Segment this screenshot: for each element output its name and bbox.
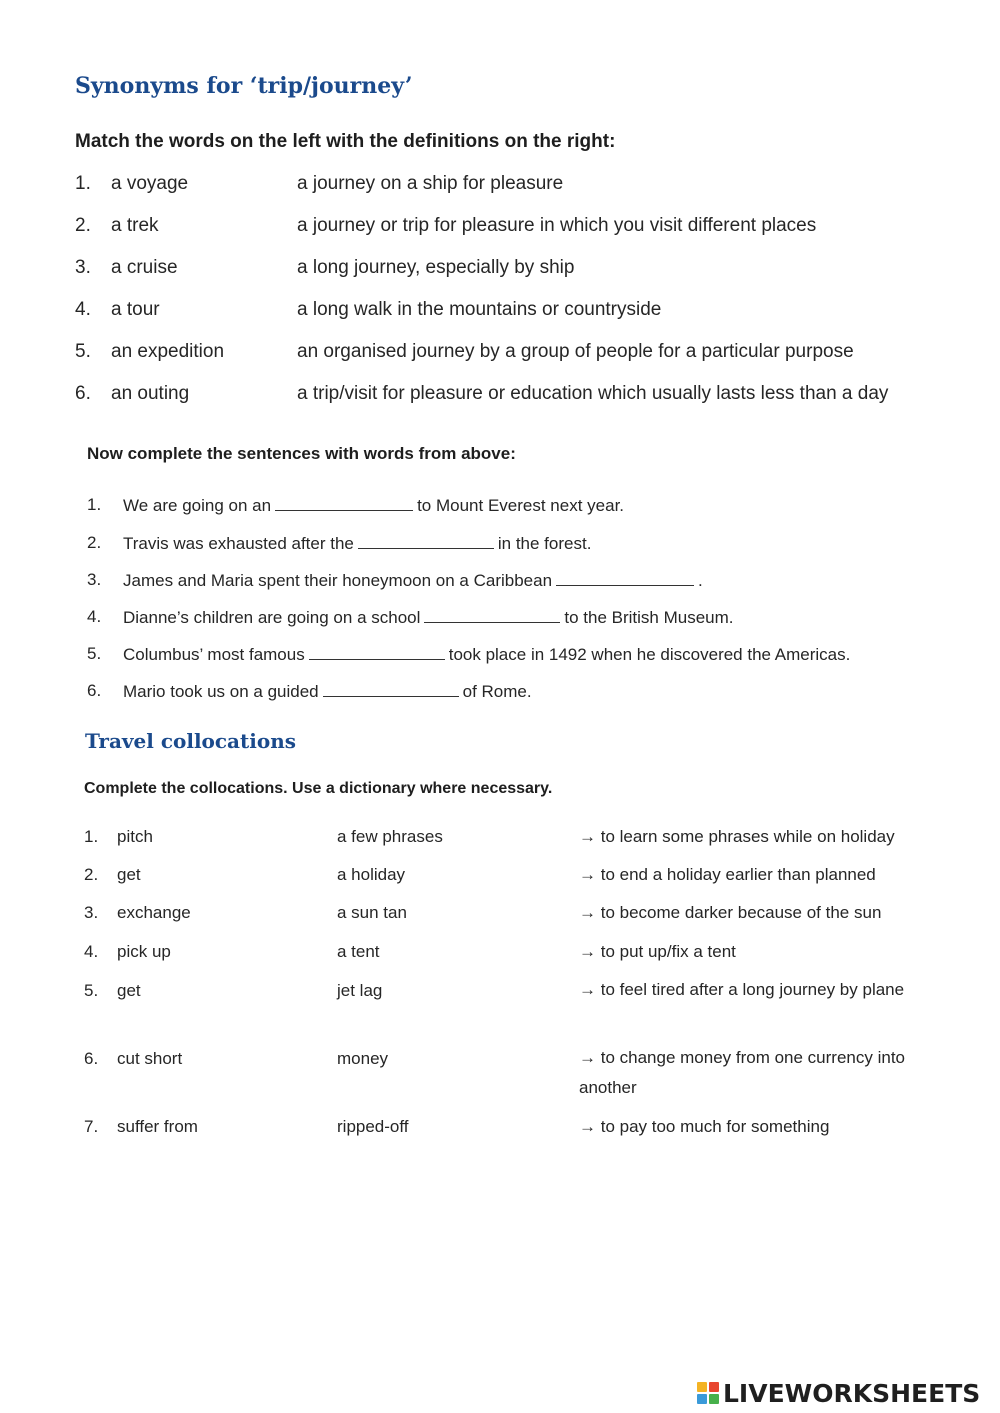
synonym-definition: a long journey, especially by ship bbox=[297, 257, 575, 278]
item-number: 1. bbox=[87, 495, 102, 514]
sentence-after: . bbox=[698, 571, 703, 590]
logo-text: LIVEWORKSHEETS bbox=[723, 1379, 981, 1408]
sentence-before: James and Maria spent their honeymoon on a Caribbean bbox=[123, 571, 553, 590]
item-number: 6. bbox=[87, 681, 102, 700]
synonym-definition: a trip/visit for pleasure or education which usually lasts less than a day bbox=[297, 383, 889, 404]
item-number: 4. bbox=[87, 607, 102, 626]
collocation-definition: → to put up/fix a tent bbox=[579, 942, 736, 961]
item-number: 6. bbox=[75, 383, 91, 404]
collocation-verb: pick up bbox=[117, 942, 171, 961]
item-number: 4. bbox=[75, 299, 91, 320]
sentence-before: Columbus’ most famous bbox=[123, 645, 305, 664]
synonym-word: a voyage bbox=[111, 173, 189, 194]
collocation-verb: pitch bbox=[117, 827, 153, 846]
sentence-text bbox=[123, 571, 703, 589]
section1-title: Synonyms for ‘trip/journey’ bbox=[75, 73, 413, 99]
synonym-definition: a journey on a ship for pleasure bbox=[297, 173, 564, 194]
collocation-definition: → to end a holiday earlier than planned bbox=[579, 865, 876, 884]
item-number: 1. bbox=[84, 827, 99, 846]
synonym-word: an expedition bbox=[111, 341, 225, 362]
section1-instruction: Match the words on the left with the definitions on the right: bbox=[75, 131, 616, 152]
sentence-text bbox=[123, 608, 734, 626]
item-number: 2. bbox=[75, 215, 91, 236]
section3-title: Travel collocations bbox=[85, 729, 296, 753]
sentence-after: to Mount Everest next year. bbox=[417, 496, 625, 515]
synonym-definition: a long walk in the mountains or countryside bbox=[297, 299, 662, 320]
collocation-verb: suffer from bbox=[117, 1117, 198, 1136]
collocation-definition: → to change money from one currency into another bbox=[579, 1048, 905, 1097]
answer-blank[interactable] bbox=[309, 645, 445, 660]
synonym-definition: an organised journey by a group of people for a particular purpose bbox=[297, 341, 854, 362]
collocation-noun: a sun tan bbox=[337, 903, 407, 922]
sentence-after: in the forest. bbox=[497, 534, 592, 553]
collocation-definition: → to feel tired after a long journey by plane bbox=[579, 980, 905, 999]
collocation-noun: a holiday bbox=[337, 865, 406, 884]
synonym-word: an outing bbox=[111, 383, 190, 404]
item-number: 3. bbox=[87, 570, 102, 589]
answer-blank[interactable] bbox=[424, 608, 560, 623]
collocation-noun: money bbox=[337, 1049, 389, 1068]
sentence-before: We are going on an bbox=[123, 496, 272, 515]
collocation-noun: a tent bbox=[337, 942, 380, 961]
synonym-word: a trek bbox=[111, 215, 159, 236]
collocation-definition: → to become darker because of the sun bbox=[579, 903, 882, 922]
answer-blank[interactable] bbox=[275, 496, 413, 511]
synonym-definition: a journey or trip for pleasure in which you visit different places bbox=[297, 215, 817, 236]
item-number: 5. bbox=[84, 981, 99, 1000]
answer-blank[interactable] bbox=[358, 534, 494, 549]
answer-blank[interactable] bbox=[556, 571, 694, 586]
item-number: 1. bbox=[75, 173, 91, 194]
item-number: 7. bbox=[84, 1117, 99, 1136]
item-number: 5. bbox=[75, 341, 91, 362]
liveworksheets-logo-icon bbox=[697, 1382, 719, 1404]
sentence-text bbox=[123, 682, 532, 700]
collocation-definition: → to learn some phrases while on holiday bbox=[579, 827, 895, 846]
sentence-before: Travis was exhausted after the bbox=[123, 534, 354, 553]
sentence-after: took place in 1492 when he discovered the Americas. bbox=[448, 645, 851, 664]
sentence-before: Mario took us on a guided bbox=[123, 682, 319, 701]
collocation-verb: exchange bbox=[117, 903, 191, 922]
item-number: 6. bbox=[84, 1049, 99, 1068]
synonym-word: a tour bbox=[111, 299, 160, 320]
collocation-noun: ripped-off bbox=[337, 1117, 409, 1136]
sentence-text bbox=[123, 645, 850, 663]
sentence-text bbox=[123, 534, 591, 552]
sentence-text bbox=[123, 496, 624, 514]
collocation-verb: get bbox=[117, 865, 141, 884]
section3-instruction: Complete the collocations. Use a dictionary where necessary. bbox=[84, 780, 553, 797]
item-number: 3. bbox=[75, 257, 91, 278]
item-number: 5. bbox=[87, 644, 102, 663]
collocation-verb: cut short bbox=[117, 1049, 183, 1068]
collocation-definition: → to pay too much for something bbox=[579, 1117, 830, 1136]
sentence-after: to the British Museum. bbox=[564, 608, 734, 627]
collocation-verb: get bbox=[117, 981, 141, 1000]
collocation-noun: a few phrases bbox=[337, 827, 443, 846]
item-number: 4. bbox=[84, 942, 99, 961]
section2-instruction: Now complete the sentences with words from above: bbox=[87, 444, 516, 463]
sentence-after: of Rome. bbox=[462, 682, 532, 701]
answer-blank[interactable] bbox=[323, 682, 459, 697]
sentence-before: Dianne’s children are going on a school bbox=[123, 608, 421, 627]
synonym-word: a cruise bbox=[111, 257, 178, 278]
item-number: 2. bbox=[87, 533, 102, 552]
collocation-noun: jet lag bbox=[337, 981, 383, 1000]
item-number: 3. bbox=[84, 903, 99, 922]
item-number: 2. bbox=[84, 865, 99, 884]
